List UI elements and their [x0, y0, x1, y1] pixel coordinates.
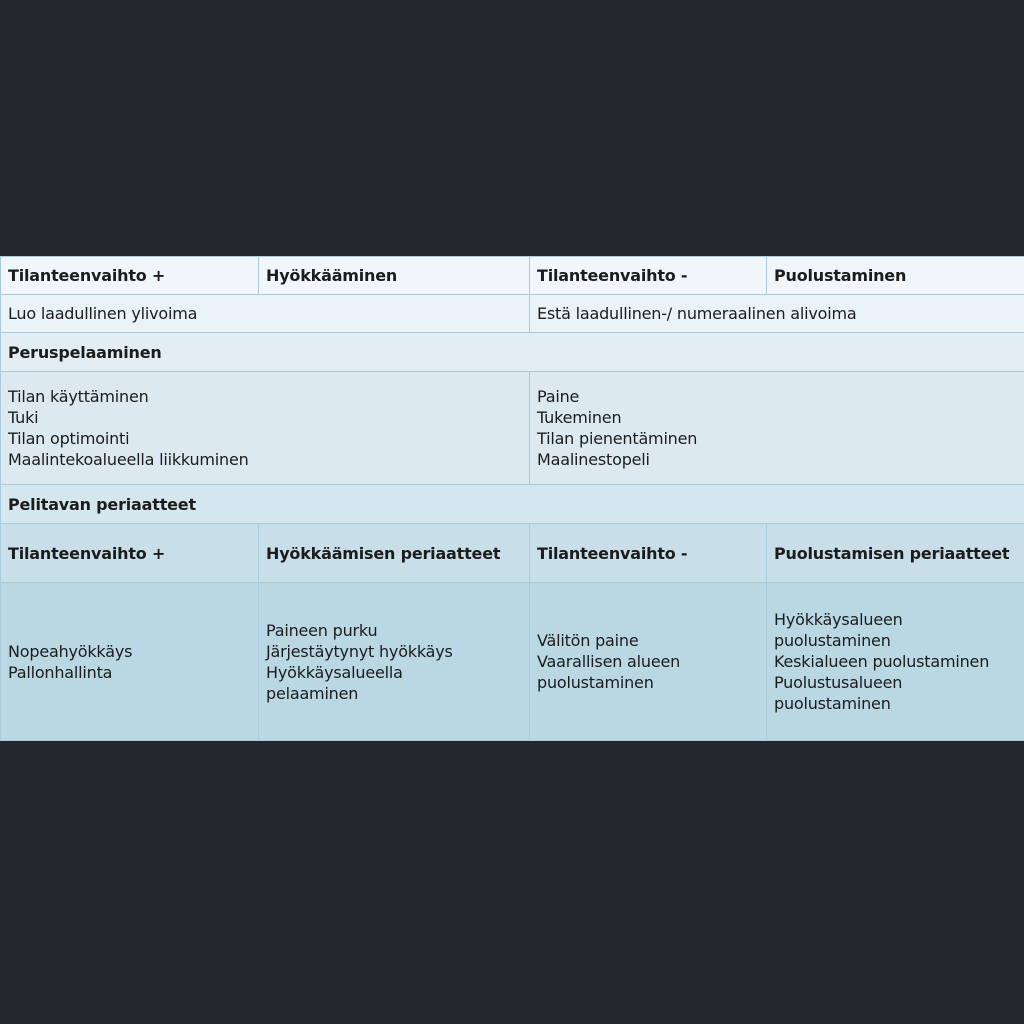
section-title-game-principles: Pelitavan periaatteet	[1, 485, 1024, 524]
list-item: Maalinestopeli	[537, 450, 650, 469]
goal-defense: Estä laadullinen-/ numeraalinen alivoima	[530, 295, 1024, 333]
list-item: puolustaminen	[774, 694, 891, 713]
list-item: Tilan käyttäminen	[8, 387, 149, 406]
list-item: puolustaminen	[537, 673, 654, 692]
list-item: Hyökkäysalueen	[774, 610, 903, 629]
section-title-row	[1, 333, 1024, 372]
goals-row	[1, 295, 1024, 333]
header-cell-defending: Puolustaminen	[767, 257, 1024, 295]
list-item: Hyökkäysalueella	[266, 662, 403, 682]
section-title-row	[1, 485, 1024, 524]
list-item: Maalintekoalueella liikkuminen	[8, 450, 249, 469]
principles-transition-minus-list	[530, 583, 767, 741]
header-cell-attacking: Hyökkääminen	[259, 257, 530, 295]
game-principles-table	[0, 256, 1024, 741]
list-item: pelaaminen	[266, 683, 359, 703]
list-item: puolustaminen	[774, 631, 891, 650]
principles-content-row	[1, 583, 1024, 741]
basic-play-attack-list	[1, 372, 530, 485]
header-cell-transition-minus: Tilanteenvaihto -	[530, 257, 767, 295]
section-title-basic-play: Peruspelaaminen	[1, 333, 1024, 372]
list-item: Vaarallisen alueen	[537, 652, 681, 671]
header-cell-transition-plus: Tilanteenvaihto +	[1, 257, 259, 295]
basic-play-row	[1, 372, 1024, 485]
principles-transition-plus-list	[1, 583, 259, 741]
list-item: Välitön paine	[537, 631, 639, 650]
slide-table-frame	[0, 256, 1024, 742]
principles-header-transition-minus: Tilanteenvaihto -	[530, 524, 767, 583]
list-item: Keskialueen puolustaminen	[774, 652, 990, 671]
list-item: Nopeahyökkäys	[8, 641, 133, 661]
list-item: Tilan pienentäminen	[537, 429, 698, 448]
principles-header-defending: Puolustamisen periaatteet	[767, 524, 1024, 583]
list-item: Pallonhallinta	[8, 662, 113, 682]
header-row	[1, 257, 1024, 295]
basic-play-defense-list	[530, 372, 1024, 485]
principles-header-transition-plus: Tilanteenvaihto +	[1, 524, 259, 583]
principles-header-attacking: Hyökkäämisen periaatteet	[259, 524, 530, 583]
list-item: Tukeminen	[537, 408, 622, 427]
list-item: Tuki	[8, 408, 39, 427]
principles-header-row	[1, 524, 1024, 583]
list-item: Paineen purku	[266, 620, 378, 640]
list-item: Tilan optimointi	[8, 429, 130, 448]
principles-attacking-list	[259, 583, 530, 741]
goal-attack: Luo laadullinen ylivoima	[1, 295, 530, 333]
principles-defending-list	[767, 583, 1024, 741]
list-item: Paine	[537, 387, 580, 406]
list-item: Puolustusalueen	[774, 673, 903, 692]
list-item: Järjestäytynyt hyökkäys	[266, 641, 453, 661]
